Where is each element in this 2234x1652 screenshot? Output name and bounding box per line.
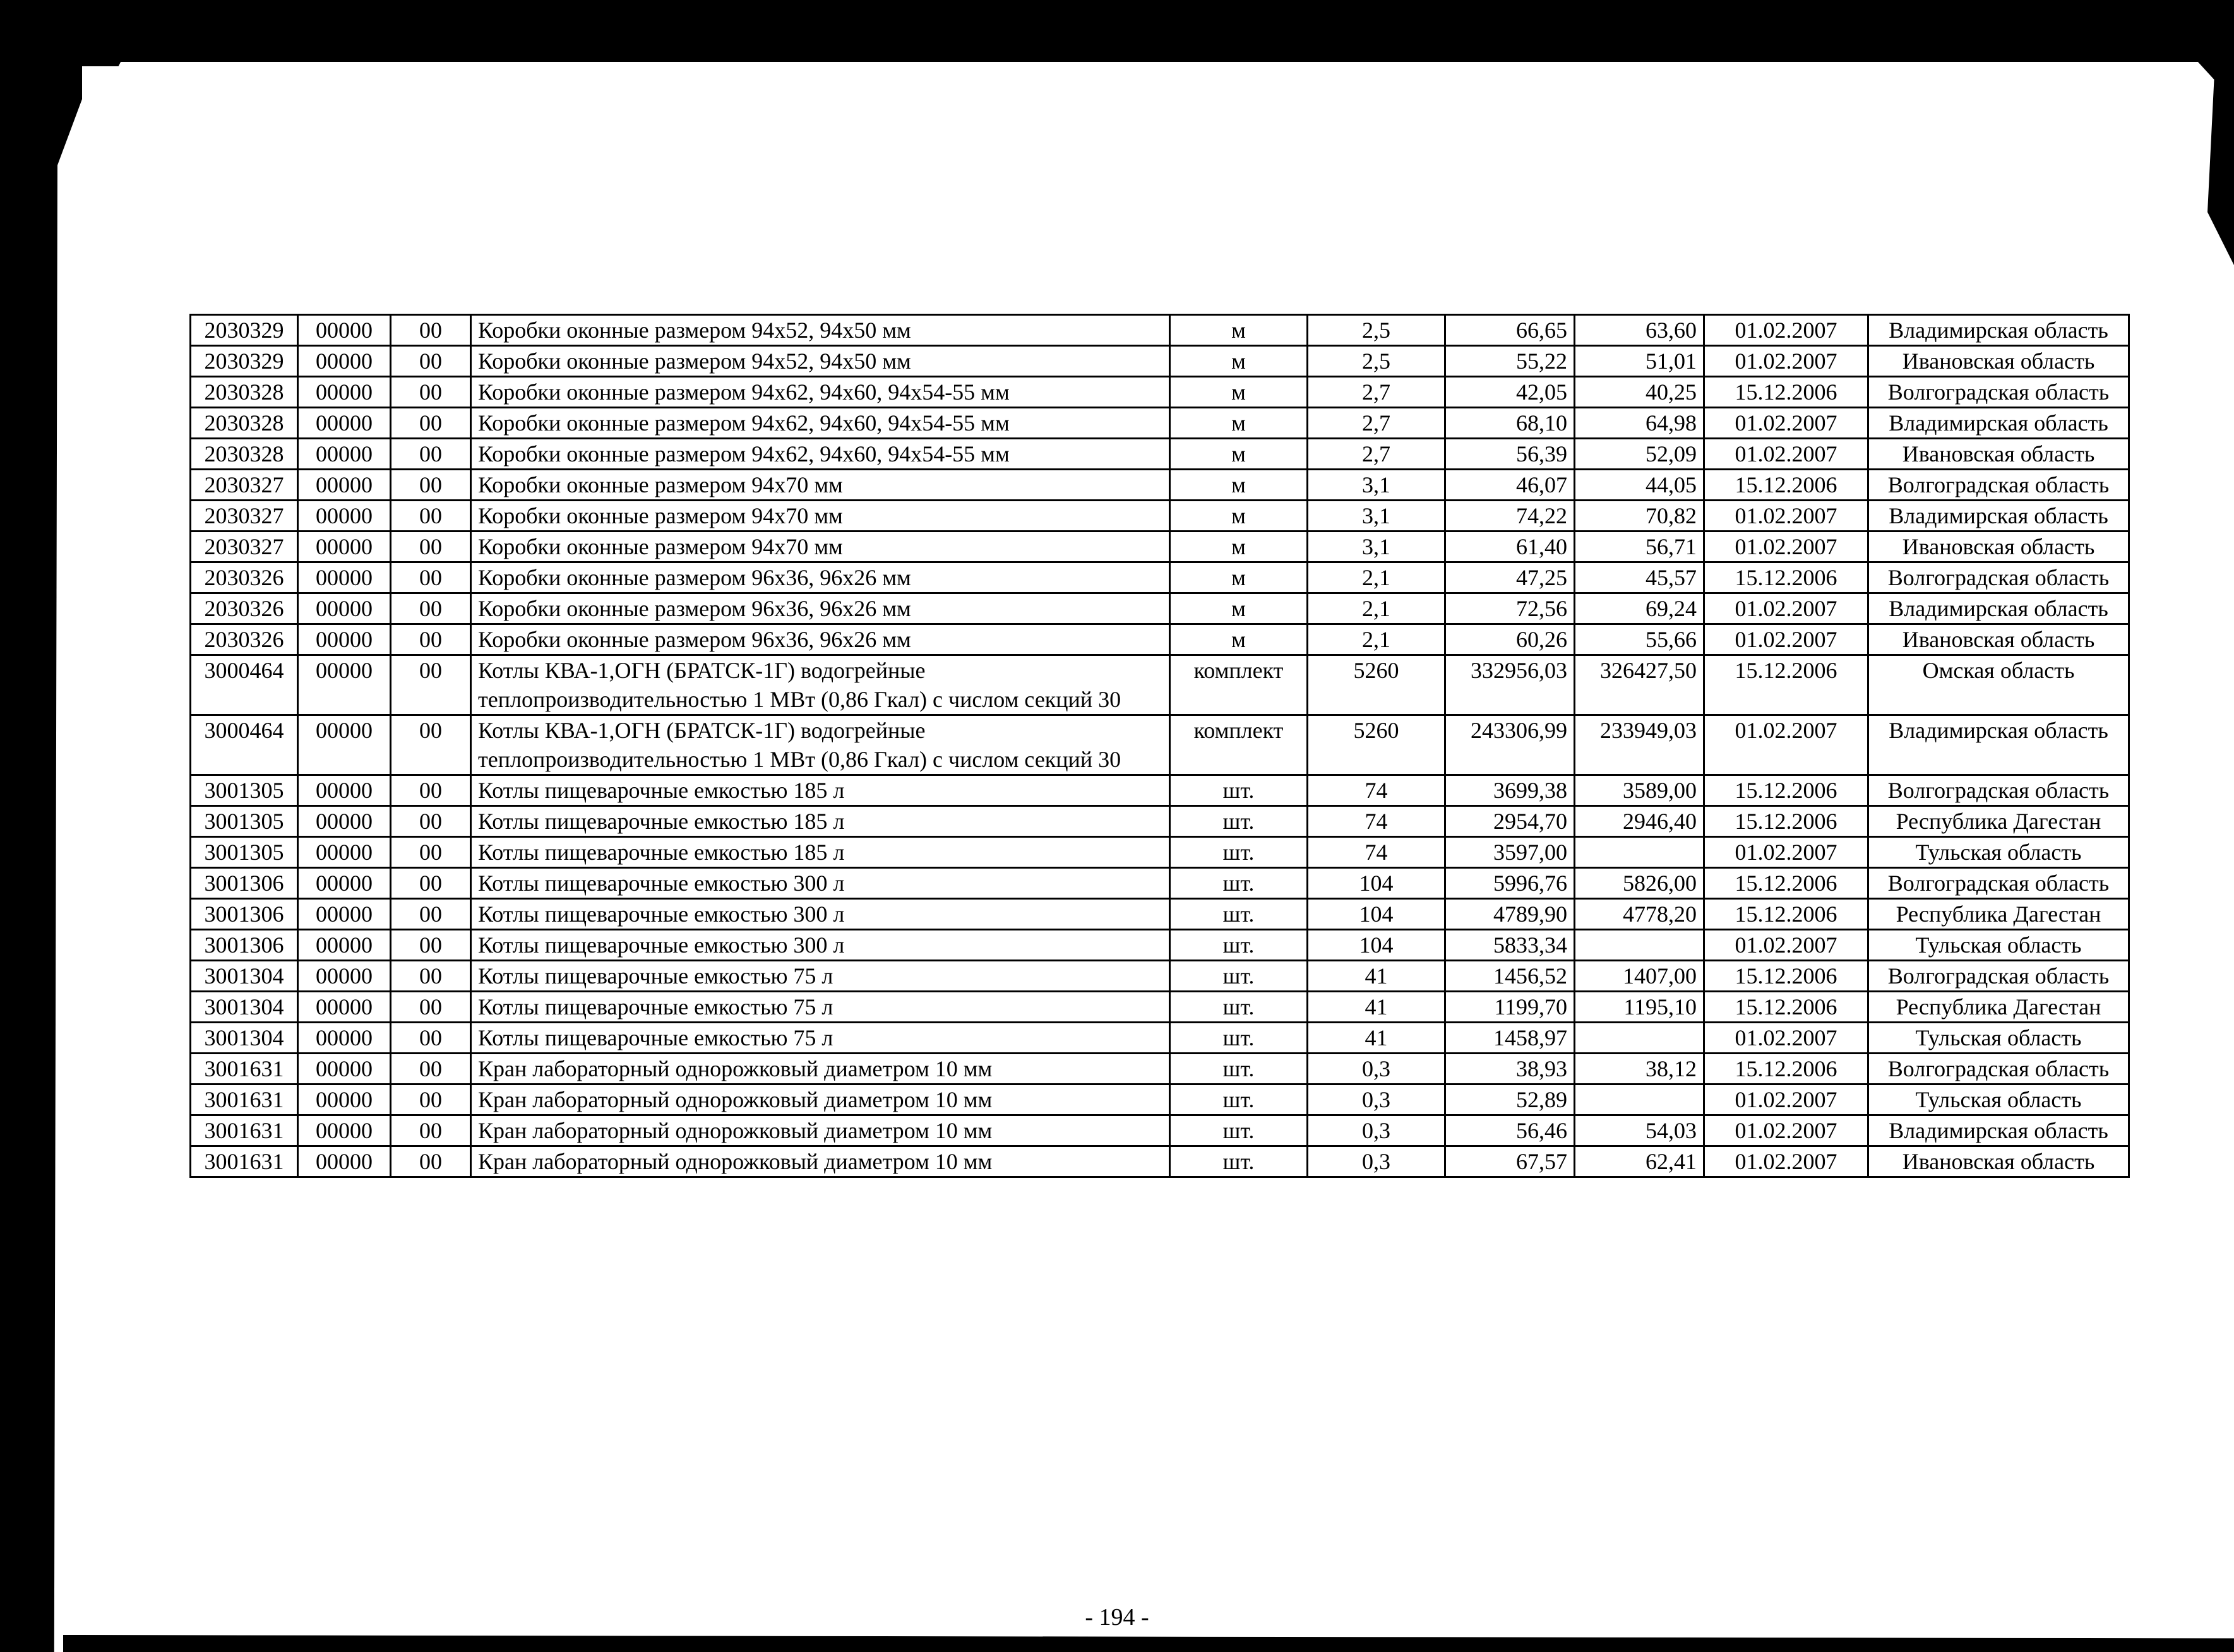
date-cell: 15.12.2006 xyxy=(1704,775,1868,806)
region-cell: Волгоградская область xyxy=(1868,377,2129,408)
item-name-cell: Котлы пищеварочные емкостью 300 л xyxy=(471,868,1170,899)
unit-cell: м xyxy=(1170,562,1308,593)
sub-code2-cell: 00 xyxy=(391,532,471,562)
item-code-cell: 3001304 xyxy=(191,961,298,992)
region-cell: Республика Дагестан xyxy=(1868,899,2129,930)
region-cell: Владимирская область xyxy=(1868,1115,2129,1146)
item-name-cell: Коробки оконные размером 94х70 мм xyxy=(471,501,1170,532)
price1-cell: 3699,38 xyxy=(1445,775,1575,806)
price1-cell: 66,65 xyxy=(1445,315,1575,346)
table-row xyxy=(191,837,2129,868)
price1-cell: 52,89 xyxy=(1445,1084,1575,1115)
price1-cell: 38,93 xyxy=(1445,1054,1575,1084)
unit-cell: м xyxy=(1170,501,1308,532)
unit-cell: шт. xyxy=(1170,1054,1308,1084)
date-cell: 01.02.2007 xyxy=(1704,501,1868,532)
date-cell: 15.12.2006 xyxy=(1704,562,1868,593)
sub-code2-cell: 00 xyxy=(391,715,471,775)
quantity-cell: 5260 xyxy=(1308,655,1445,715)
item-code-cell: 2030326 xyxy=(191,562,298,593)
table-row xyxy=(191,593,2129,624)
sub-code2-cell: 00 xyxy=(391,470,471,501)
sub-code2-cell: 00 xyxy=(391,899,471,930)
region-cell: Волгоградская область xyxy=(1868,1054,2129,1084)
price2-cell: 55,66 xyxy=(1575,624,1704,655)
sub-code-cell: 00000 xyxy=(298,408,391,439)
date-cell: 01.02.2007 xyxy=(1704,439,1868,470)
item-name-cell: Коробки оконные размером 94х62, 94х60, 94х54-55 мм xyxy=(471,439,1170,470)
sub-code-cell: 00000 xyxy=(298,624,391,655)
sub-code-cell: 00000 xyxy=(298,961,391,992)
item-name-cell: Котлы пищеварочные емкостью 300 л xyxy=(471,899,1170,930)
region-cell: Владимирская область xyxy=(1868,408,2129,439)
sub-code2-cell: 00 xyxy=(391,501,471,532)
item-code-cell: 3001305 xyxy=(191,775,298,806)
sub-code2-cell: 00 xyxy=(391,930,471,961)
price1-cell: 56,46 xyxy=(1445,1115,1575,1146)
price1-cell: 1458,97 xyxy=(1445,1023,1575,1054)
item-code-cell: 3001304 xyxy=(191,992,298,1023)
sub-code2-cell: 00 xyxy=(391,806,471,837)
region-cell: Ивановская область xyxy=(1868,346,2129,377)
date-cell: 01.02.2007 xyxy=(1704,715,1868,775)
region-cell: Республика Дагестан xyxy=(1868,806,2129,837)
price1-cell: 72,56 xyxy=(1445,593,1575,624)
quantity-cell: 2,7 xyxy=(1308,377,1445,408)
region-cell: Тульская область xyxy=(1868,1084,2129,1115)
region-cell: Ивановская область xyxy=(1868,439,2129,470)
date-cell: 15.12.2006 xyxy=(1704,806,1868,837)
item-code-cell: 2030329 xyxy=(191,346,298,377)
sub-code2-cell: 00 xyxy=(391,655,471,715)
date-cell: 01.02.2007 xyxy=(1704,837,1868,868)
item-code-cell: 3000464 xyxy=(191,715,298,775)
quantity-cell: 41 xyxy=(1308,992,1445,1023)
table-row xyxy=(191,1115,2129,1146)
region-cell: Владимирская область xyxy=(1868,315,2129,346)
region-cell: Владимирская область xyxy=(1868,715,2129,775)
unit-cell: м xyxy=(1170,439,1308,470)
sub-code-cell: 00000 xyxy=(298,899,391,930)
price2-cell xyxy=(1575,837,1704,868)
date-cell: 15.12.2006 xyxy=(1704,899,1868,930)
item-code-cell: 2030328 xyxy=(191,439,298,470)
unit-cell: м xyxy=(1170,624,1308,655)
price2-cell: 4778,20 xyxy=(1575,899,1704,930)
item-name-cell: Коробки оконные размером 94х52, 94х50 мм xyxy=(471,346,1170,377)
item-name-cell: Коробки оконные размером 96х36, 96х26 мм xyxy=(471,593,1170,624)
quantity-cell: 2,1 xyxy=(1308,562,1445,593)
item-name-cell: Коробки оконные размером 94х70 мм xyxy=(471,532,1170,562)
table-row xyxy=(191,899,2129,930)
unit-cell: м xyxy=(1170,315,1308,346)
date-cell: 01.02.2007 xyxy=(1704,408,1868,439)
item-name-cell: Коробки оконные размером 96х36, 96х26 мм xyxy=(471,624,1170,655)
price1-cell: 60,26 xyxy=(1445,624,1575,655)
quantity-cell: 104 xyxy=(1308,868,1445,899)
region-cell: Владимирская область xyxy=(1868,501,2129,532)
item-name-cell: Котлы пищеварочные емкостью 185 л xyxy=(471,775,1170,806)
quantity-cell: 2,1 xyxy=(1308,624,1445,655)
sub-code-cell: 00000 xyxy=(298,470,391,501)
price2-cell: 45,57 xyxy=(1575,562,1704,593)
quantity-cell: 2,5 xyxy=(1308,346,1445,377)
region-cell: Республика Дагестан xyxy=(1868,992,2129,1023)
table-row xyxy=(191,715,2129,775)
unit-cell: м xyxy=(1170,593,1308,624)
sub-code-cell: 00000 xyxy=(298,715,391,775)
table-body xyxy=(191,315,2129,1177)
table-row xyxy=(191,930,2129,961)
date-cell: 15.12.2006 xyxy=(1704,1054,1868,1084)
date-cell: 01.02.2007 xyxy=(1704,1146,1868,1177)
quantity-cell: 3,1 xyxy=(1308,532,1445,562)
sub-code-cell: 00000 xyxy=(298,532,391,562)
price-table xyxy=(189,314,2130,1178)
sub-code-cell: 00000 xyxy=(298,868,391,899)
item-name-cell: Кран лабораторный однорожковый диаметром 10 мм xyxy=(471,1054,1170,1084)
price1-cell: 55,22 xyxy=(1445,346,1575,377)
price2-cell: 63,60 xyxy=(1575,315,1704,346)
price2-cell: 326427,50 xyxy=(1575,655,1704,715)
price1-cell: 4789,90 xyxy=(1445,899,1575,930)
item-name-cell: Котлы пищеварочные емкостью 185 л xyxy=(471,837,1170,868)
quantity-cell: 2,7 xyxy=(1308,408,1445,439)
unit-cell: шт. xyxy=(1170,1115,1308,1146)
region-cell: Ивановская область xyxy=(1868,1146,2129,1177)
table-row xyxy=(191,624,2129,655)
price1-cell: 67,57 xyxy=(1445,1146,1575,1177)
price2-cell xyxy=(1575,1023,1704,1054)
price1-cell: 3597,00 xyxy=(1445,837,1575,868)
item-name-cell: Коробки оконные размером 94х62, 94х60, 94х54-55 мм xyxy=(471,377,1170,408)
item-name-cell: Кран лабораторный однорожковый диаметром 10 мм xyxy=(471,1084,1170,1115)
quantity-cell: 2,7 xyxy=(1308,439,1445,470)
unit-cell: м xyxy=(1170,470,1308,501)
sub-code2-cell: 00 xyxy=(391,1054,471,1084)
price2-cell: 233949,03 xyxy=(1575,715,1704,775)
price2-cell: 3589,00 xyxy=(1575,775,1704,806)
unit-cell: м xyxy=(1170,408,1308,439)
table-row xyxy=(191,377,2129,408)
item-code-cell: 2030327 xyxy=(191,470,298,501)
table-row xyxy=(191,1146,2129,1177)
item-name-cell: Кран лабораторный однорожковый диаметром 10 мм xyxy=(471,1146,1170,1177)
unit-cell: шт. xyxy=(1170,1023,1308,1054)
date-cell: 01.02.2007 xyxy=(1704,593,1868,624)
item-code-cell: 2030327 xyxy=(191,532,298,562)
item-code-cell: 3001306 xyxy=(191,868,298,899)
item-code-cell: 3001306 xyxy=(191,930,298,961)
item-name-cell: Котлы пищеварочные емкостью 185 л xyxy=(471,806,1170,837)
sub-code2-cell: 00 xyxy=(391,1115,471,1146)
sub-code-cell: 00000 xyxy=(298,562,391,593)
quantity-cell: 2,5 xyxy=(1308,315,1445,346)
unit-cell: комплект xyxy=(1170,715,1308,775)
sub-code2-cell: 00 xyxy=(391,346,471,377)
region-cell: Волгоградская область xyxy=(1868,961,2129,992)
unit-cell: шт. xyxy=(1170,899,1308,930)
price1-cell: 2954,70 xyxy=(1445,806,1575,837)
quantity-cell: 74 xyxy=(1308,775,1445,806)
date-cell: 15.12.2006 xyxy=(1704,868,1868,899)
unit-cell: шт. xyxy=(1170,1084,1308,1115)
table-row xyxy=(191,532,2129,562)
unit-cell: шт. xyxy=(1170,806,1308,837)
sub-code2-cell: 00 xyxy=(391,992,471,1023)
price1-cell: 68,10 xyxy=(1445,408,1575,439)
unit-cell: м xyxy=(1170,346,1308,377)
sub-code2-cell: 00 xyxy=(391,593,471,624)
price1-cell: 1456,52 xyxy=(1445,961,1575,992)
quantity-cell: 104 xyxy=(1308,899,1445,930)
price1-cell: 1199,70 xyxy=(1445,992,1575,1023)
item-name-cell: Котлы КВА-1,ОГН (БРАТСК-1Г) водогрейные теплопроизводительностью 1 МВт (0,86 Гкал) с числом секций 30 xyxy=(471,715,1170,775)
region-cell: Ивановская область xyxy=(1868,624,2129,655)
region-cell: Тульская область xyxy=(1868,837,2129,868)
table-row xyxy=(191,992,2129,1023)
sub-code2-cell: 00 xyxy=(391,775,471,806)
region-cell: Волгоградская область xyxy=(1868,775,2129,806)
date-cell: 15.12.2006 xyxy=(1704,992,1868,1023)
sub-code-cell: 00000 xyxy=(298,930,391,961)
sub-code-cell: 00000 xyxy=(298,1054,391,1084)
quantity-cell: 3,1 xyxy=(1308,501,1445,532)
item-code-cell: 3001305 xyxy=(191,806,298,837)
table-row xyxy=(191,315,2129,346)
region-cell: Тульская область xyxy=(1868,930,2129,961)
region-cell: Волгоградская область xyxy=(1868,562,2129,593)
date-cell: 15.12.2006 xyxy=(1704,377,1868,408)
quantity-cell: 2,1 xyxy=(1308,593,1445,624)
unit-cell: м xyxy=(1170,377,1308,408)
table-row xyxy=(191,1054,2129,1084)
table-row xyxy=(191,501,2129,532)
table-row xyxy=(191,868,2129,899)
unit-cell: шт. xyxy=(1170,775,1308,806)
price2-cell: 5826,00 xyxy=(1575,868,1704,899)
price2-cell: 70,82 xyxy=(1575,501,1704,532)
item-code-cell: 3001305 xyxy=(191,837,298,868)
price2-cell: 64,98 xyxy=(1575,408,1704,439)
price1-cell: 47,25 xyxy=(1445,562,1575,593)
price2-cell: 54,03 xyxy=(1575,1115,1704,1146)
sub-code2-cell: 00 xyxy=(391,408,471,439)
item-code-cell: 3001631 xyxy=(191,1146,298,1177)
price1-cell: 42,05 xyxy=(1445,377,1575,408)
item-name-cell: Коробки оконные размером 94х52, 94х50 мм xyxy=(471,315,1170,346)
unit-cell: шт. xyxy=(1170,1146,1308,1177)
price1-cell: 5996,76 xyxy=(1445,868,1575,899)
price2-cell: 40,25 xyxy=(1575,377,1704,408)
scan-border-top xyxy=(0,0,2234,66)
date-cell: 01.02.2007 xyxy=(1704,1084,1868,1115)
sub-code-cell: 00000 xyxy=(298,593,391,624)
table-row xyxy=(191,346,2129,377)
price2-cell xyxy=(1575,930,1704,961)
page-number: - 194 - xyxy=(1085,1604,1149,1631)
table-row xyxy=(191,961,2129,992)
price2-cell: 56,71 xyxy=(1575,532,1704,562)
sub-code-cell: 00000 xyxy=(298,315,391,346)
item-name-cell: Коробки оконные размером 94х70 мм xyxy=(471,470,1170,501)
sub-code2-cell: 00 xyxy=(391,837,471,868)
quantity-cell: 0,3 xyxy=(1308,1146,1445,1177)
price2-cell: 52,09 xyxy=(1575,439,1704,470)
table-row xyxy=(191,806,2129,837)
item-code-cell: 2030327 xyxy=(191,501,298,532)
region-cell: Волгоградская область xyxy=(1868,470,2129,501)
sub-code-cell: 00000 xyxy=(298,992,391,1023)
date-cell: 15.12.2006 xyxy=(1704,470,1868,501)
item-name-cell: Котлы КВА-1,ОГН (БРАТСК-1Г) водогрейные теплопроизводительностью 1 МВт (0,86 Гкал) с числом секций 30 xyxy=(471,655,1170,715)
sub-code-cell: 00000 xyxy=(298,377,391,408)
sub-code-cell: 00000 xyxy=(298,655,391,715)
unit-cell: комплект xyxy=(1170,655,1308,715)
price2-cell: 2946,40 xyxy=(1575,806,1704,837)
sub-code-cell: 00000 xyxy=(298,346,391,377)
table-row xyxy=(191,562,2129,593)
sub-code2-cell: 00 xyxy=(391,868,471,899)
sub-code-cell: 00000 xyxy=(298,1023,391,1054)
date-cell: 01.02.2007 xyxy=(1704,532,1868,562)
item-code-cell: 2030328 xyxy=(191,377,298,408)
unit-cell: шт. xyxy=(1170,930,1308,961)
price1-cell: 243306,99 xyxy=(1445,715,1575,775)
item-code-cell: 2030328 xyxy=(191,408,298,439)
date-cell: 01.02.2007 xyxy=(1704,1023,1868,1054)
sub-code-cell: 00000 xyxy=(298,806,391,837)
item-code-cell: 3001306 xyxy=(191,899,298,930)
item-name-cell: Котлы пищеварочные емкостью 75 л xyxy=(471,992,1170,1023)
quantity-cell: 3,1 xyxy=(1308,470,1445,501)
item-name-cell: Кран лабораторный однорожковый диаметром 10 мм xyxy=(471,1115,1170,1146)
sub-code2-cell: 00 xyxy=(391,1084,471,1115)
quantity-cell: 74 xyxy=(1308,806,1445,837)
price1-cell: 46,07 xyxy=(1445,470,1575,501)
price2-cell: 69,24 xyxy=(1575,593,1704,624)
date-cell: 01.02.2007 xyxy=(1704,346,1868,377)
date-cell: 15.12.2006 xyxy=(1704,961,1868,992)
item-name-cell: Котлы пищеварочные емкостью 300 л xyxy=(471,930,1170,961)
sub-code-cell: 00000 xyxy=(298,1084,391,1115)
quantity-cell: 0,3 xyxy=(1308,1115,1445,1146)
unit-cell: м xyxy=(1170,532,1308,562)
sub-code2-cell: 00 xyxy=(391,961,471,992)
quantity-cell: 41 xyxy=(1308,1023,1445,1054)
sub-code2-cell: 00 xyxy=(391,1146,471,1177)
item-code-cell: 2030326 xyxy=(191,593,298,624)
item-code-cell: 3001631 xyxy=(191,1084,298,1115)
table-row xyxy=(191,775,2129,806)
region-cell: Омская область xyxy=(1868,655,2129,715)
item-name-cell: Коробки оконные размером 96х36, 96х26 мм xyxy=(471,562,1170,593)
date-cell: 15.12.2006 xyxy=(1704,655,1868,715)
quantity-cell: 104 xyxy=(1308,930,1445,961)
price2-cell: 44,05 xyxy=(1575,470,1704,501)
unit-cell: шт. xyxy=(1170,961,1308,992)
price1-cell: 5833,34 xyxy=(1445,930,1575,961)
quantity-cell: 0,3 xyxy=(1308,1084,1445,1115)
table-row xyxy=(191,408,2129,439)
table-row xyxy=(191,470,2129,501)
sub-code-cell: 00000 xyxy=(298,837,391,868)
quantity-cell: 5260 xyxy=(1308,715,1445,775)
date-cell: 01.02.2007 xyxy=(1704,1115,1868,1146)
price2-cell: 62,41 xyxy=(1575,1146,1704,1177)
item-name-cell: Котлы пищеварочные емкостью 75 л xyxy=(471,1023,1170,1054)
sub-code2-cell: 00 xyxy=(391,439,471,470)
region-cell: Ивановская область xyxy=(1868,532,2129,562)
date-cell: 01.02.2007 xyxy=(1704,624,1868,655)
unit-cell: шт. xyxy=(1170,837,1308,868)
table-row xyxy=(191,1023,2129,1054)
sub-code-cell: 00000 xyxy=(298,1115,391,1146)
sub-code-cell: 00000 xyxy=(298,775,391,806)
quantity-cell: 41 xyxy=(1308,961,1445,992)
price1-cell: 61,40 xyxy=(1445,532,1575,562)
price2-cell xyxy=(1575,1084,1704,1115)
sub-code2-cell: 00 xyxy=(391,562,471,593)
sub-code2-cell: 00 xyxy=(391,377,471,408)
item-code-cell: 2030326 xyxy=(191,624,298,655)
sub-code2-cell: 00 xyxy=(391,1023,471,1054)
item-code-cell: 3001631 xyxy=(191,1054,298,1084)
date-cell: 01.02.2007 xyxy=(1704,930,1868,961)
item-name-cell: Котлы пищеварочные емкостью 75 л xyxy=(471,961,1170,992)
sub-code-cell: 00000 xyxy=(298,501,391,532)
sub-code2-cell: 00 xyxy=(391,315,471,346)
region-cell: Владимирская область xyxy=(1868,593,2129,624)
price1-cell: 56,39 xyxy=(1445,439,1575,470)
table-row xyxy=(191,1084,2129,1115)
sub-code2-cell: 00 xyxy=(391,624,471,655)
sub-code-cell: 00000 xyxy=(298,439,391,470)
price1-cell: 74,22 xyxy=(1445,501,1575,532)
item-code-cell: 3001304 xyxy=(191,1023,298,1054)
unit-cell: шт. xyxy=(1170,992,1308,1023)
item-name-cell: Коробки оконные размером 94х62, 94х60, 94х54-55 мм xyxy=(471,408,1170,439)
item-code-cell: 3000464 xyxy=(191,655,298,715)
item-code-cell: 2030329 xyxy=(191,315,298,346)
region-cell: Волгоградская область xyxy=(1868,868,2129,899)
table-row xyxy=(191,439,2129,470)
date-cell: 01.02.2007 xyxy=(1704,315,1868,346)
price2-cell: 1195,10 xyxy=(1575,992,1704,1023)
unit-cell: шт. xyxy=(1170,868,1308,899)
table-row xyxy=(191,655,2129,715)
sub-code-cell: 00000 xyxy=(298,1146,391,1177)
quantity-cell: 74 xyxy=(1308,837,1445,868)
price2-cell: 38,12 xyxy=(1575,1054,1704,1084)
price2-cell: 51,01 xyxy=(1575,346,1704,377)
item-code-cell: 3001631 xyxy=(191,1115,298,1146)
quantity-cell: 0,3 xyxy=(1308,1054,1445,1084)
price1-cell: 332956,03 xyxy=(1445,655,1575,715)
region-cell: Тульская область xyxy=(1868,1023,2129,1054)
price2-cell: 1407,00 xyxy=(1575,961,1704,992)
